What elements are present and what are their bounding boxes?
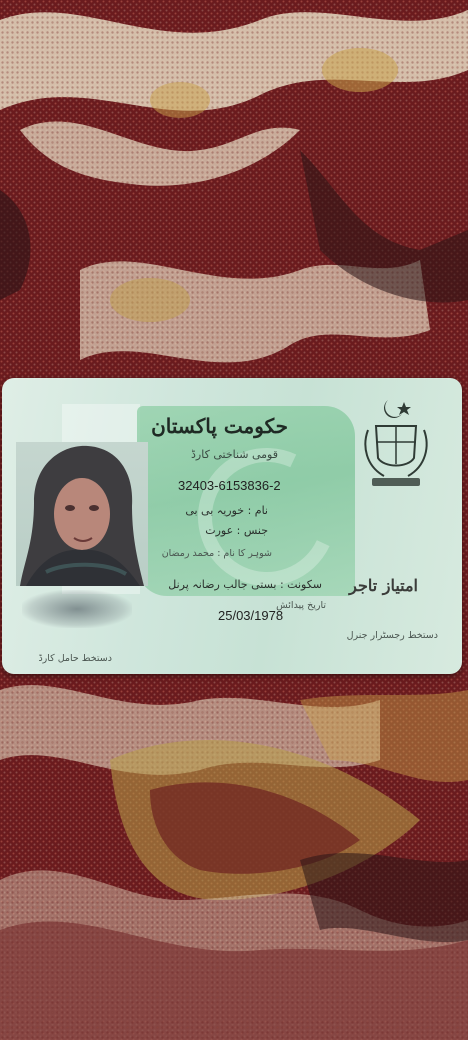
card-title: حکومت پاکستان xyxy=(151,414,288,438)
gender-field: جنس : عورت xyxy=(205,524,268,537)
dob-label: تاریخ پیدائش xyxy=(276,600,326,611)
registrar-signature: امتیاز تاجر xyxy=(349,576,418,595)
address-field: سکونت : بستی جالب رضانہ پرنل xyxy=(168,578,322,591)
national-id-card xyxy=(2,378,462,674)
id-number: 32403-6153836-2 xyxy=(178,478,281,493)
card-subtitle: قومی شناختی کارڈ xyxy=(191,448,278,461)
husband-name-field: شوہر کا نام : محمد رمضان xyxy=(161,548,272,559)
ghost-photo-hologram xyxy=(22,590,132,628)
holder-photo xyxy=(16,442,148,586)
state-emblem-icon xyxy=(358,396,434,492)
registrar-label: دستخط رجسٹرار جنرل xyxy=(346,630,438,641)
date-of-birth: 25/03/1978 xyxy=(218,608,284,623)
holder-signature-label: دستخط حامل کارڈ xyxy=(38,653,112,664)
name-field: نام : خوریہ بی بی xyxy=(185,504,268,517)
